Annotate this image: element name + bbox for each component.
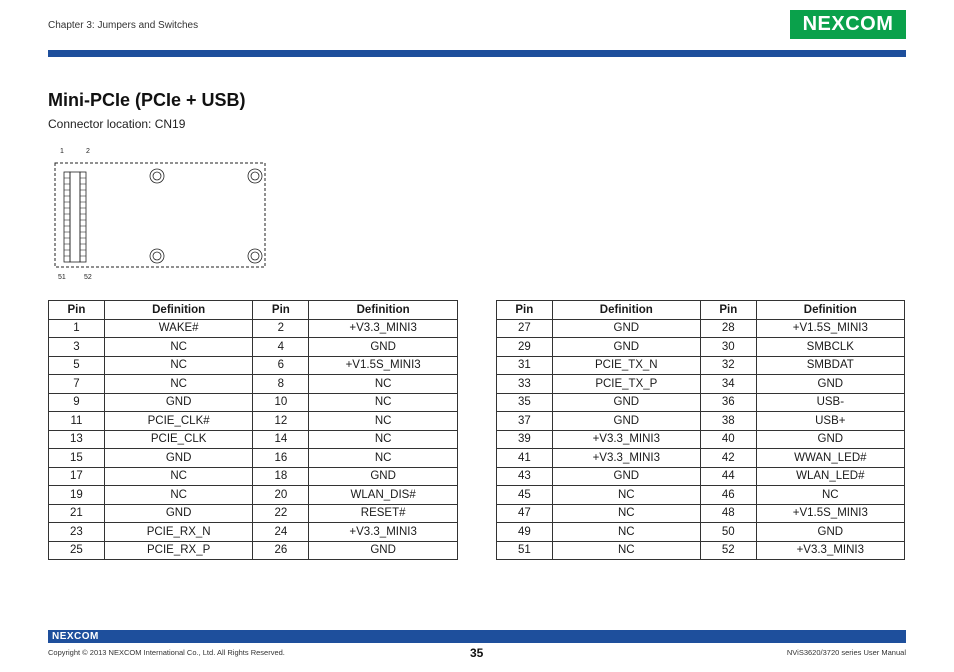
page-number: 35 <box>470 646 484 660</box>
pin-table-left <box>48 300 458 560</box>
pin-definition-cell: GND <box>552 338 700 357</box>
header-definition: Definition <box>756 301 904 320</box>
table-row <box>49 504 458 523</box>
pin-number-cell: 11 <box>49 412 105 431</box>
pin-number-cell: 38 <box>700 412 756 431</box>
pin-definition-cell: NC <box>104 338 253 357</box>
pin-definition-cell: NC <box>552 486 700 505</box>
table-row <box>49 541 458 560</box>
table-row <box>497 504 905 523</box>
pin-number-cell: 46 <box>700 486 756 505</box>
manual-title: NViS3620/3720 series User Manual <box>786 648 906 657</box>
pin-definition-cell: NC <box>104 486 253 505</box>
pin-definition-cell: NC <box>552 523 700 542</box>
pin-number-cell: 6 <box>253 356 309 375</box>
footer-square-icon <box>890 637 896 643</box>
pin-definition-cell: NC <box>104 467 253 486</box>
pin-number-cell: 50 <box>700 523 756 542</box>
pin-definition-cell: +V1.5S_MINI3 <box>756 504 904 523</box>
table-row <box>49 412 458 431</box>
logo-text: NEXCOM <box>802 13 894 35</box>
pin-number-cell: 19 <box>49 486 105 505</box>
nexcom-logo <box>790 10 906 39</box>
pin-number-cell: 45 <box>497 486 553 505</box>
pin-definition-cell: GND <box>552 393 700 412</box>
pin-number-cell: 7 <box>49 375 105 394</box>
pin-number-cell: 15 <box>49 449 105 468</box>
pin-definition-cell: PCIE_TX_N <box>552 356 700 375</box>
pin-number-cell: 23 <box>49 523 105 542</box>
header-definition: Definition <box>104 301 253 320</box>
pin-definition-cell: WLAN_LED# <box>756 467 904 486</box>
pin-definition-cell: NC <box>104 356 253 375</box>
pin-definition-cell: GND <box>104 393 253 412</box>
table-row <box>497 541 905 560</box>
pin-definition-cell: GND <box>756 430 904 449</box>
pin-number-cell: 2 <box>253 319 309 338</box>
copyright-text: Copyright © 2013 NEXCOM International Co., Ltd. All Rights Reserved. <box>48 648 285 657</box>
pin-definition-cell: NC <box>309 430 458 449</box>
pin-definition-cell: +V3.3_MINI3 <box>756 541 904 560</box>
pin-definition-cell: WWAN_LED# <box>756 449 904 468</box>
pin-number-cell: 34 <box>700 375 756 394</box>
header-pin: Pin <box>49 301 105 320</box>
table-row <box>497 467 905 486</box>
pin-definition-cell: GND <box>552 412 700 431</box>
pin-definition-cell: +V3.3_MINI3 <box>309 523 458 542</box>
pin-number-cell: 30 <box>700 338 756 357</box>
pin-definition-cell: SMBDAT <box>756 356 904 375</box>
pin-definition-cell: +V1.5S_MINI3 <box>756 319 904 338</box>
table-row <box>49 523 458 542</box>
table-row <box>497 449 905 468</box>
table-row <box>497 412 905 431</box>
footer-square-icon <box>897 637 903 643</box>
pin-definition-cell: NC <box>552 541 700 560</box>
pin-definition-cell: GND <box>309 338 458 357</box>
pin-definition-cell: USB- <box>756 393 904 412</box>
pin-number-cell: 9 <box>49 393 105 412</box>
footer-bar <box>48 630 906 643</box>
table-row <box>497 319 905 338</box>
table-row <box>49 375 458 394</box>
header-definition: Definition <box>552 301 700 320</box>
pin-definition-cell: RESET# <box>309 504 458 523</box>
table-header-row <box>49 301 458 320</box>
pin-number-cell: 52 <box>700 541 756 560</box>
pin-definition-cell: GND <box>552 467 700 486</box>
pin-number-cell: 29 <box>497 338 553 357</box>
pin-number-cell: 16 <box>253 449 309 468</box>
pin-definition-cell: GND <box>552 319 700 338</box>
pin-definition-cell: SMBCLK <box>756 338 904 357</box>
pin-label-1: 1 <box>60 148 64 155</box>
pin-definition-cell: NC <box>309 412 458 431</box>
footer-square-icon <box>890 630 896 636</box>
pin-number-cell: 37 <box>497 412 553 431</box>
pin-number-cell: 27 <box>497 319 553 338</box>
header-pin: Pin <box>700 301 756 320</box>
pin-number-cell: 49 <box>497 523 553 542</box>
pin-definition-cell: GND <box>756 375 904 394</box>
pin-definition-cell: GND <box>309 541 458 560</box>
pin-definition-cell: NC <box>756 486 904 505</box>
table-row <box>497 523 905 542</box>
pin-definition-cell: PCIE_CLK# <box>104 412 253 431</box>
table-row <box>49 393 458 412</box>
table-row <box>497 486 905 505</box>
table-row <box>49 356 458 375</box>
pin-definition-cell: WAKE# <box>104 319 253 338</box>
pin-number-cell: 12 <box>253 412 309 431</box>
table-row <box>49 467 458 486</box>
table-row <box>49 338 458 357</box>
table-row <box>49 449 458 468</box>
pin-number-cell: 48 <box>700 504 756 523</box>
table-row <box>49 486 458 505</box>
pin-number-cell: 3 <box>49 338 105 357</box>
pin-definition-cell: NC <box>309 393 458 412</box>
pin-number-cell: 33 <box>497 375 553 394</box>
pin-number-cell: 5 <box>49 356 105 375</box>
pin-definition-cell: PCIE_CLK <box>104 430 253 449</box>
pin-number-cell: 1 <box>49 319 105 338</box>
pin-definition-cell: PCIE_RX_P <box>104 541 253 560</box>
pin-label-52: 52 <box>84 274 92 281</box>
table-header-row <box>497 301 905 320</box>
table-row <box>497 393 905 412</box>
pin-definition-cell: +V3.3_MINI3 <box>552 430 700 449</box>
pin-number-cell: 22 <box>253 504 309 523</box>
pin-number-cell: 26 <box>253 541 309 560</box>
pin-number-cell: 28 <box>700 319 756 338</box>
table-row <box>497 338 905 357</box>
pin-definition-cell: +V3.3_MINI3 <box>309 319 458 338</box>
pin-table-right <box>496 300 905 560</box>
minipcie-outline-figure <box>54 158 268 280</box>
pin-number-cell: 17 <box>49 467 105 486</box>
pin-number-cell: 8 <box>253 375 309 394</box>
pin-definition-cell: GND <box>104 504 253 523</box>
pin-definition-cell: NC <box>309 375 458 394</box>
pin-number-cell: 35 <box>497 393 553 412</box>
header-bar-block <box>48 50 82 57</box>
pin-number-cell: 39 <box>497 430 553 449</box>
pin-number-cell: 32 <box>700 356 756 375</box>
pin-definition-cell: PCIE_RX_N <box>104 523 253 542</box>
pin-definition-cell: PCIE_TX_P <box>552 375 700 394</box>
header-definition: Definition <box>309 301 458 320</box>
pin-definition-cell: NC <box>309 449 458 468</box>
table-row <box>49 430 458 449</box>
pin-number-cell: 42 <box>700 449 756 468</box>
header-bar <box>48 50 906 57</box>
pin-number-cell: 21 <box>49 504 105 523</box>
pin-number-cell: 13 <box>49 430 105 449</box>
pin-number-cell: 20 <box>253 486 309 505</box>
pin-definition-cell: WLAN_DIS# <box>309 486 458 505</box>
table-row <box>497 356 905 375</box>
header-pin: Pin <box>497 301 553 320</box>
pin-definition-cell: GND <box>104 449 253 468</box>
pin-definition-cell: NC <box>104 375 253 394</box>
pin-number-cell: 31 <box>497 356 553 375</box>
section-title: Mini-PCIe (PCIe + USB) <box>48 90 246 110</box>
chapter-heading: Chapter 3: Jumpers and Switches <box>48 20 199 31</box>
pin-number-cell: 24 <box>253 523 309 542</box>
table-row <box>497 375 905 394</box>
header-pin: Pin <box>253 301 309 320</box>
pin-definition-cell: GND <box>309 467 458 486</box>
pin-number-cell: 40 <box>700 430 756 449</box>
table-row <box>49 319 458 338</box>
pin-number-cell: 14 <box>253 430 309 449</box>
pin-definition-cell: GND <box>756 523 904 542</box>
pin-number-cell: 51 <box>497 541 553 560</box>
pin-number-cell: 10 <box>253 393 309 412</box>
pin-number-cell: 47 <box>497 504 553 523</box>
pin-number-cell: 36 <box>700 393 756 412</box>
connector-location: Connector location: CN19 <box>48 117 186 131</box>
pin-definition-cell: +V1.5S_MINI3 <box>309 356 458 375</box>
connector-diagram <box>54 146 268 284</box>
pin-number-cell: 41 <box>497 449 553 468</box>
pin-definition-cell: USB+ <box>756 412 904 431</box>
pin-number-cell: 25 <box>49 541 105 560</box>
pin-definition-cell: +V3.3_MINI3 <box>552 449 700 468</box>
table-row <box>497 430 905 449</box>
footer-logo: NEXCOM <box>52 631 99 642</box>
pin-definition-cell: NC <box>552 504 700 523</box>
pin-number-cell: 4 <box>253 338 309 357</box>
pin-label-2: 2 <box>86 148 90 155</box>
pin-number-cell: 43 <box>497 467 553 486</box>
pin-number-cell: 18 <box>253 467 309 486</box>
pin-number-cell: 44 <box>700 467 756 486</box>
pin-label-51: 51 <box>58 274 66 281</box>
